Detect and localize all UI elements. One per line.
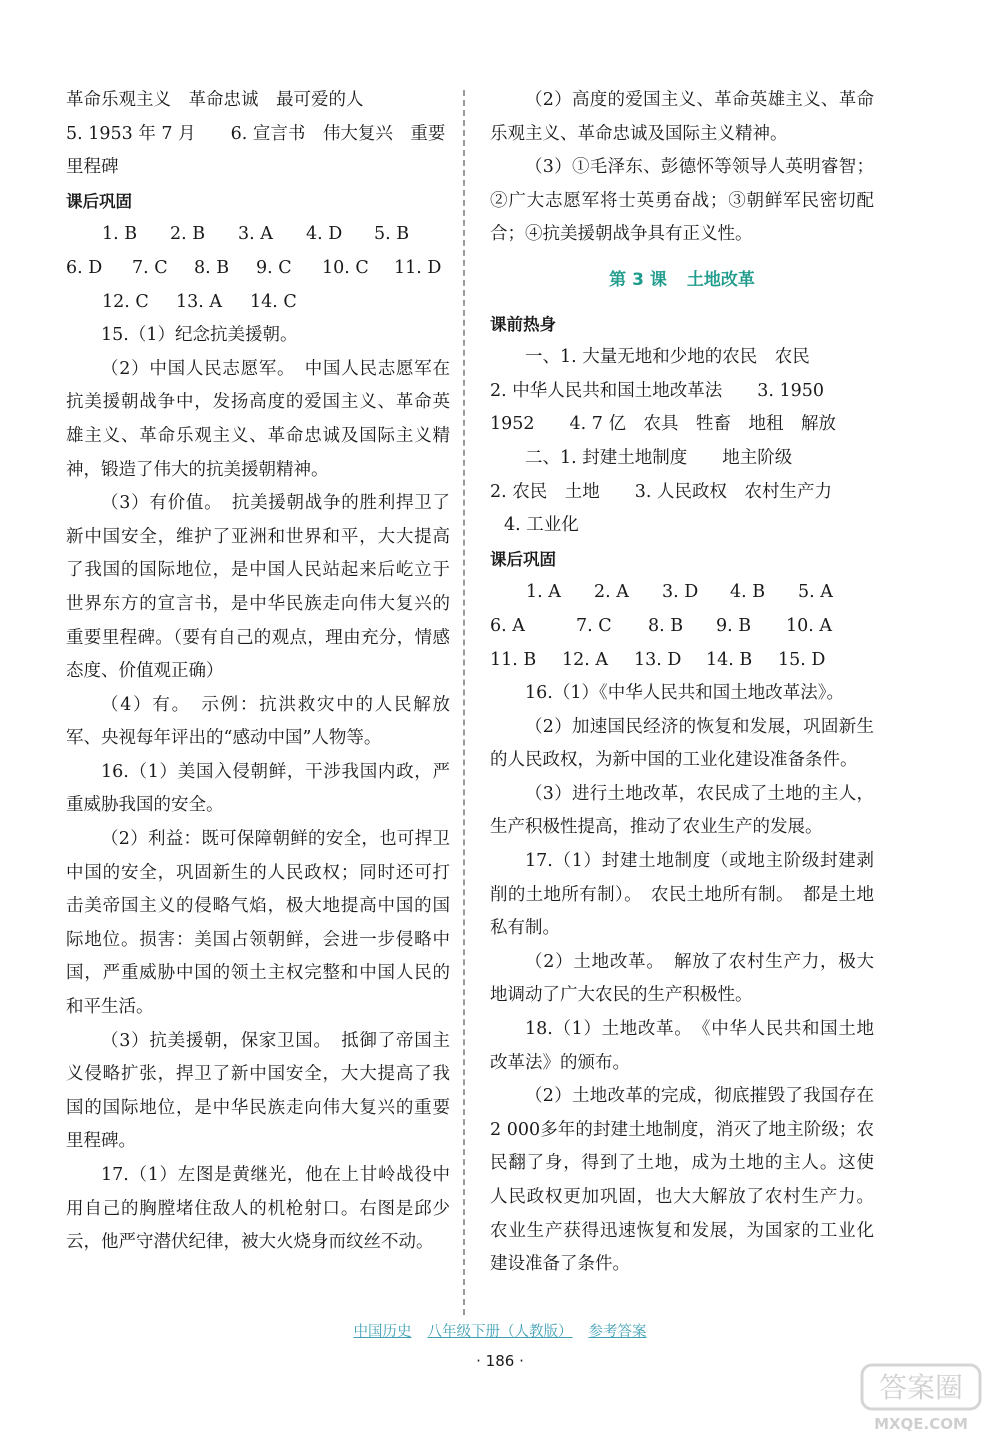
answer-paragraph: （2）土地改革。 解放了农村生产力，极大地调动了广大农民的生产积极性。 [490,951,874,1006]
mc-answer: 5. A [798,582,833,603]
page-footer [0,1320,1000,1341]
answer-paragraph: （3）有价值。 抗美援朝战争的胜利捍卫了新中国安全，维护了亚洲和世界和平，大大提高了我国的国际地位，是中国人民站起来后屹立于世界东方的宣言书，是中华民族走向伟大复兴的重要里程碑。（要有自己的观点，理由充分，情感态度、价值观正确） [66,493,450,682]
answer-paragraph: 15.（1）纪念抗美援朝。 [101,325,298,346]
answer-paragraph: （3）进行土地改革，农民成了土地的主人，生产积极性提高，推动了农业生产的发展。 [490,783,874,838]
answer-paragraph: （2）高度的爱国主义、革命英雄主义、革命乐观主义、革命忠诚及国际主义精神。 [490,90,874,144]
section-heading: 课后巩固 [490,549,556,569]
mc-answer: 2. B [170,224,206,245]
footer-title [346,1324,655,1340]
answer-paragraph: 16.（1）美国入侵朝鲜，干涉我国内政，严重威胁我国的安全。 [66,761,450,816]
mc-answer: 6. D [66,257,103,278]
page-number: · 186 · [476,1352,524,1370]
answer-paragraph: 17.（1）封建土地制度（或地主阶级封建剥削的土地所有制）。 农民土地所有制。 都是土地私有制。 [490,851,874,939]
watermark-url: MXQE.COM [874,1415,968,1433]
mc-answer: 6. A [490,615,525,636]
text-line: 2. 农民 土地 3. 人民政权 农村生产力 [490,481,833,502]
answer-paragraph: 16.（1）《中华人民共和国土地改革法》。 [525,683,844,704]
mc-answer: 1. A [526,582,561,603]
answer-paragraph: （3）抗美援朝，保家卫国。 抵御了帝国主义侵略扩张，捍卫了新中国安全，大大提高了我国的国际地位，是中华民族走向伟大复兴的重要里程碑。 [66,1030,450,1152]
mc-answer-row [66,252,450,286]
mc-answer: 8. B [194,257,230,278]
mc-answer: 9. C [256,257,292,278]
section-heading: 课后巩固 [66,191,132,211]
mc-answer: 10. A [786,615,833,636]
section-heading: 课前热身 [490,314,556,334]
lesson-title [490,264,874,298]
mc-answer: 13. A [176,291,223,312]
mc-answer: 12. A [562,649,609,670]
mc-answer: 11. D [394,257,442,278]
mc-answer: 3. D [662,582,699,603]
mc-answer: 13. D [634,649,682,670]
answer-paragraph: （2）加速国民经济的恢复和发展，巩固新生的人民政权，为新中国的工业化建设准备条件。 [490,716,874,771]
mc-answer: 2. A [594,582,629,603]
mc-answer: 1. B [102,224,138,245]
answer-paragraph: （3）①毛泽东、彭德怀等领导人英明睿智；②广大志愿军将士英勇奋战；③朝鲜军民密切配合；④抗美援朝战争具有正义性。 [490,157,874,245]
text-line: 一、1. 大量无地和少地的农民 农民 [525,347,810,368]
text-line: 1952 4. 7 亿 农具 牲畜 地租 解放 [490,414,836,435]
mc-answer: 9. B [716,615,752,636]
text-line: 5. 1953 年 7 月 6. 宣言书 伟大复兴 重要 [66,123,446,144]
text-line: 4. 工业化 [504,515,579,536]
mc-answer: 8. B [648,615,684,636]
mc-answer: 7. C [576,615,612,636]
mc-answer: 14. C [250,291,297,312]
answer-paragraph: （2）土地改革的完成，彻底摧毁了我国存在2 000多年的封建土地制度，消灭了地主阶级；农民翻了身，得到了土地，成为土地的主人。这使人民政权更加巩固，也大大解放了农村生产力。农业生产获得迅速恢复和发展，为国家的工业化建设准备了条件。 [490,1086,874,1275]
right-column [490,84,874,1282]
footer-subject: 中国历史 [353,1324,412,1340]
footer-section: 参考答案 [588,1324,647,1340]
text-line: 2. 中华人民共和国土地改革法 3. 1950 [490,380,825,401]
text-line: 里程碑 [66,157,119,178]
mc-answer: 12. C [102,291,149,312]
mc-answer: 7. C [132,257,168,278]
mc-answer-row [490,610,874,644]
mc-answer: 4. D [306,224,343,245]
answer-paragraph: （4）有。 示例：抗洪救灾中的人民解放军、央视每年评出的“感动中国”人物等。 [66,694,450,749]
mc-answer: 5. B [374,224,410,245]
watermark-logo-text: 答案圈 [878,1371,964,1404]
mc-answer: 14. B [706,649,753,670]
mc-answer-row [490,644,874,678]
answer-paragraph: （2）中国人民志愿军。 中国人民志愿军在抗美援朝战争中，发扬高度的爱国主义、革命英雄主义、革命乐观主义、革命忠诚及国际主义精神，锻造了伟大的抗美援朝精神。 [66,358,450,480]
mc-answer: 10. C [322,257,369,278]
answer-paragraph: （2）利益：既可保障朝鲜的安全，也可捍卫中国的安全，巩固新生的人民政权；同时还可打击美帝国主义的侵略气焰，极大地提高中国的国际地位。损害：美国占领朝鲜，会进一步侵略中国，严重威胁中国的领土主权完整和中国人民的和平生活。 [66,829,450,1018]
mc-answer-row [66,286,450,320]
answer-paragraph: 18.（1）土地改革。 《中华人民共和国土地改革法》的颁布。 [490,1019,874,1073]
footer-grade: 八年级下册（人教版） [427,1324,573,1340]
left-column [66,84,450,1260]
lesson-number: 第 3 课 [609,269,667,290]
text-line: 革命乐观主义 革命忠诚 最可爱的人 [66,90,364,110]
text-line: 二、1. 封建土地制度 地主阶级 [525,447,793,468]
answer-paragraph: 17.（1）左图是黄继光，他在上甘岭战役中用自己的胸膛堵住敌人的机枪射口。右图是邱少云，他严守潜伏纪律，被大火烧身而纹丝不动。 [66,1165,450,1253]
mc-answer-row [490,576,874,610]
mc-answer-row [66,218,450,252]
mc-answer: 15. D [778,649,826,670]
lesson-name: 土地改革 [686,269,755,290]
column-divider [463,90,465,1315]
mc-answer: 3. A [238,224,273,245]
mc-answer: 11. B [490,649,537,670]
watermark-logo-icon [856,1359,986,1435]
mc-answer: 4. B [730,582,766,603]
